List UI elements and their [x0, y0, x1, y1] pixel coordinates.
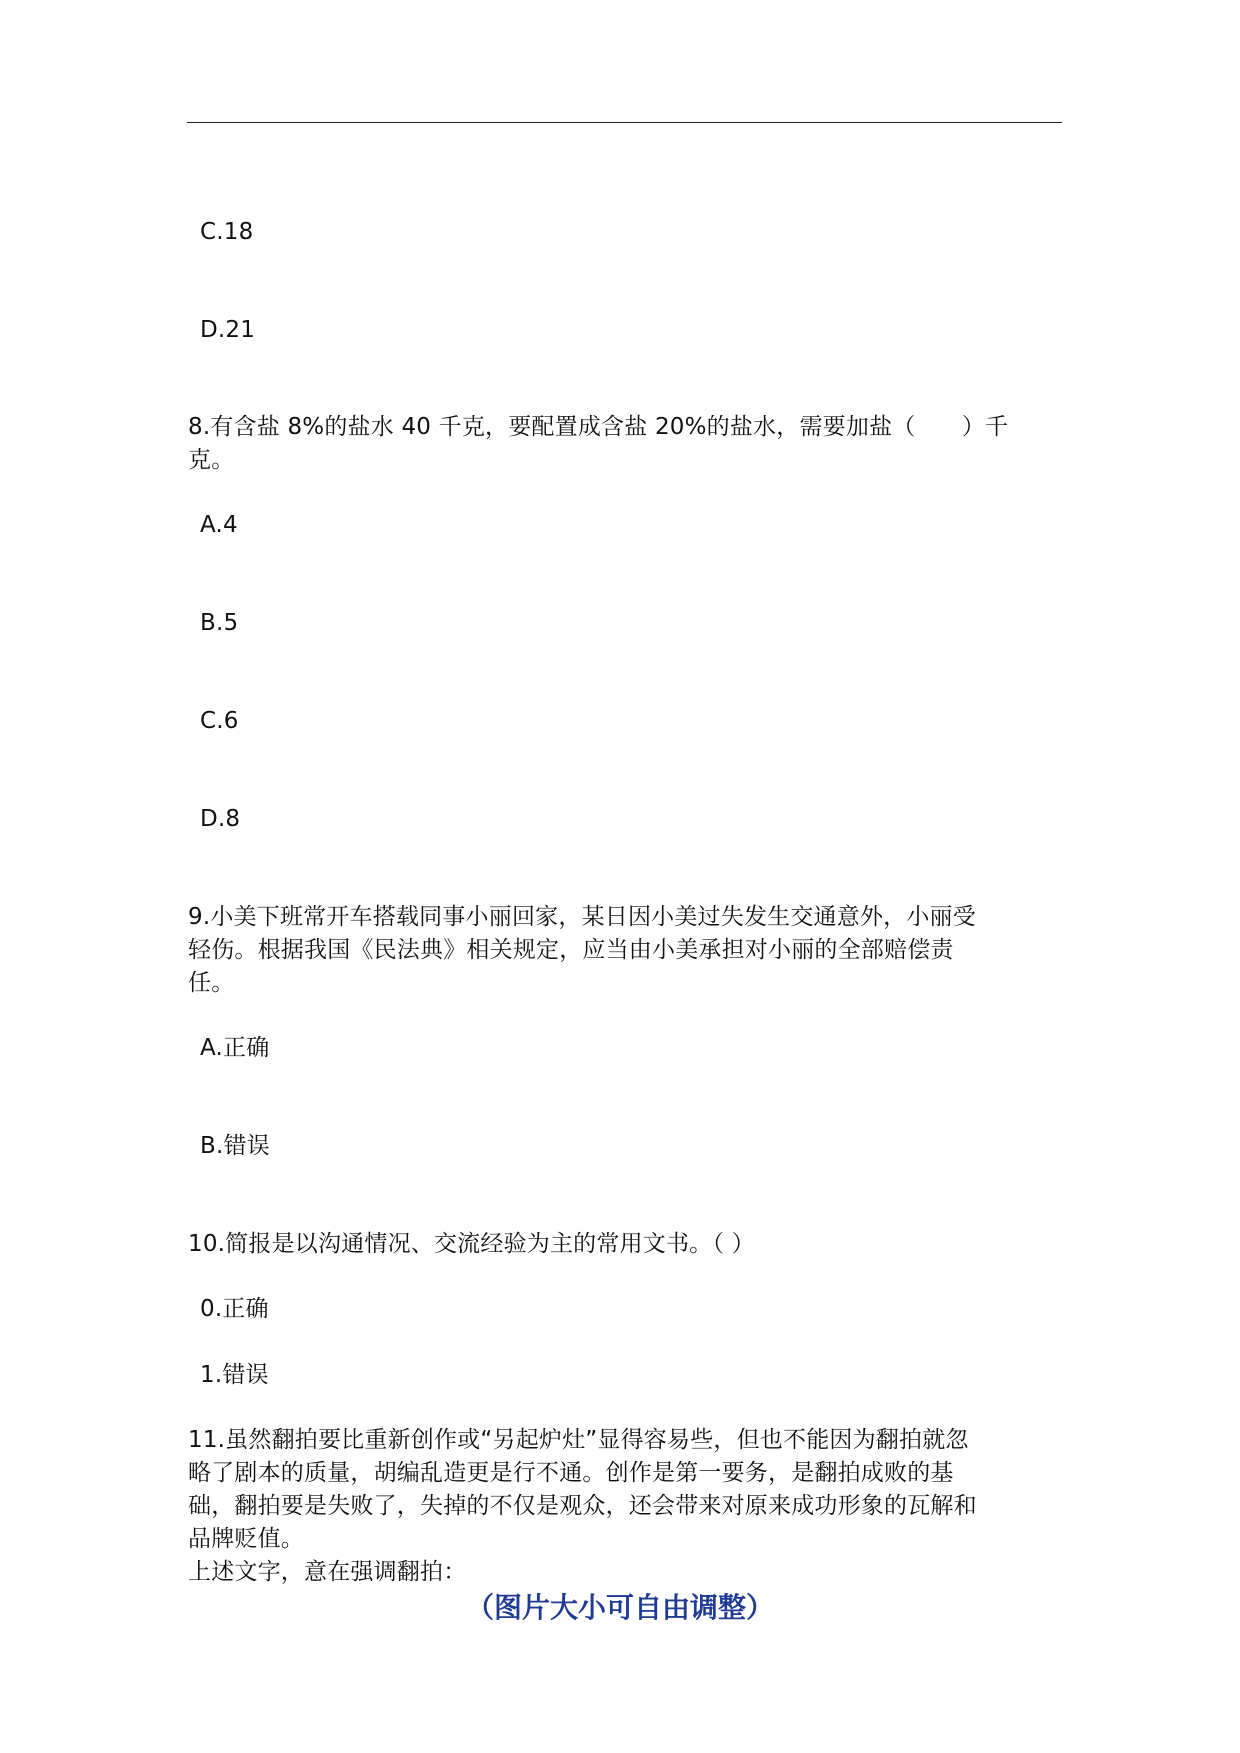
question-8-line-1: 8.有含盐 8%的盐水 40 千克，要配置成含盐 20%的盐水，需要加盐（ ）千 — [188, 414, 1009, 440]
question-11-line-4: 品牌贬值。 — [188, 1526, 304, 1552]
option-d-prev: D.21 — [200, 317, 256, 343]
question-11-line-3: 础，翻拍要是失败了，失掉的不仅是观众，还会带来对原来成功形象的瓦解和 — [188, 1493, 977, 1519]
header-rule — [187, 122, 1062, 123]
question-8-option-c: C.6 — [200, 708, 239, 734]
question-9-option-b: B.错误 — [200, 1133, 270, 1159]
question-8-option-a: A.4 — [200, 512, 238, 538]
question-8-option-d: D.8 — [200, 806, 241, 832]
question-9-line-1: 9.小美下班常开车搭载同事小丽回家，某日因小美过失发生交通意外，小丽受 — [188, 904, 976, 930]
question-10-option-1: 1.错误 — [200, 1362, 269, 1388]
question-11-line-1: 11.虽然翻拍要比重新创作或“另起炉灶”显得容易些，但也不能因为翻拍就忽 — [188, 1427, 969, 1453]
option-c-prev: C.18 — [200, 219, 254, 245]
image-caption: （图片大小可自由调整） — [465, 1591, 774, 1624]
question-11-line-2: 略了剧本的质量，胡编乱造更是行不通。创作是第一要务，是翻拍成败的基 — [188, 1460, 954, 1486]
question-11-line-5: 上述文字，意在强调翻拍： — [188, 1559, 467, 1585]
question-10-option-0: 0.正确 — [200, 1296, 269, 1322]
question-9-line-3: 任。 — [188, 970, 235, 996]
question-8-line-2: 克。 — [188, 447, 235, 473]
question-9-option-a: A.正确 — [200, 1035, 270, 1061]
question-9-line-2: 轻伤。根据我国《民法典》相关规定，应当由小美承担对小丽的全部赔偿责 — [188, 937, 954, 963]
question-8-option-b: B.5 — [200, 610, 239, 636]
question-10-line-1: 10.简报是以沟通情况、交流经验为主的常用文书。（ ） — [188, 1231, 755, 1257]
